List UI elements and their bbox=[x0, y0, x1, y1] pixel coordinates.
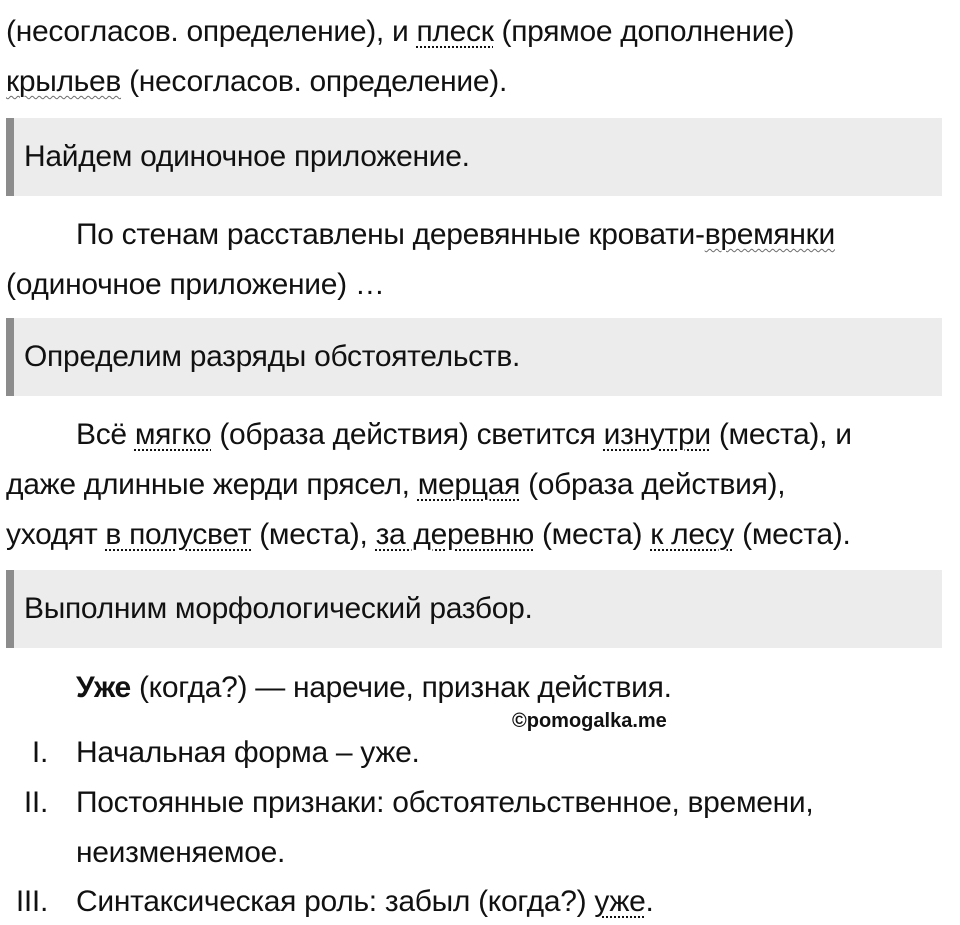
text-segment: (образа действия), bbox=[520, 468, 786, 501]
text-segment: (места), и bbox=[710, 418, 852, 451]
text-segment: Начальная форма – уже. bbox=[76, 736, 420, 769]
text-segment: Синтаксическая роль: забыл (когда?) bbox=[76, 885, 595, 918]
text-segment: (несогласов. определение). bbox=[121, 65, 507, 98]
section-heading: Найдем одиночное приложение. bbox=[24, 140, 470, 173]
text-line-7 bbox=[6, 515, 850, 555]
text-segment: (одиночное приложение) … bbox=[6, 268, 385, 301]
section-heading-band bbox=[6, 570, 942, 648]
text-line-6 bbox=[6, 465, 785, 505]
list-item-text bbox=[76, 733, 420, 773]
list-item-text bbox=[76, 783, 813, 823]
list-numeral: III. bbox=[15, 885, 48, 918]
text-segment: (когда?) — наречие, признак действия. bbox=[130, 671, 672, 704]
underlined-phrase: в полусвет bbox=[105, 518, 252, 551]
text-segment: (места). bbox=[734, 518, 851, 551]
text-line-8 bbox=[76, 668, 672, 708]
underlined-word: мягко bbox=[134, 418, 212, 451]
spellcheck-word: времянки bbox=[704, 218, 835, 251]
list-item-text bbox=[76, 882, 654, 922]
text-line-2 bbox=[6, 62, 507, 102]
list-item-text-continued bbox=[76, 833, 285, 873]
section-heading: Выполним морфологический разбор. bbox=[24, 592, 533, 625]
underlined-word: мерцая bbox=[417, 468, 521, 501]
text-segment: (несогласов. определение), и bbox=[6, 15, 417, 48]
text-line-5 bbox=[76, 415, 852, 455]
underlined-word: плеск bbox=[416, 15, 494, 48]
text-segment: (места), bbox=[251, 518, 376, 551]
text-segment: Постоянные признаки: обстоятельственное, времени, bbox=[76, 786, 814, 819]
bold-word: Уже bbox=[76, 671, 131, 704]
text-segment: (прямое дополнение) bbox=[493, 15, 795, 48]
section-heading: Определим разряды обстоятельств. bbox=[24, 340, 520, 373]
text-line-1 bbox=[6, 12, 794, 52]
text-segment: неизменяемое. bbox=[76, 836, 286, 869]
list-numeral: II. bbox=[23, 786, 48, 819]
text-segment: (образа действия) светится bbox=[211, 418, 604, 451]
underlined-word: изнутри bbox=[603, 418, 711, 451]
text-segment: даже длинные жерди прясел, bbox=[6, 468, 418, 501]
text-segment: уходят bbox=[6, 518, 106, 551]
section-heading-band bbox=[6, 118, 942, 196]
text-segment: . bbox=[645, 885, 654, 918]
watermark: ©pomogalka.me bbox=[512, 710, 667, 732]
underlined-word: уже bbox=[594, 885, 646, 918]
text-segment: Всё bbox=[76, 418, 135, 451]
section-heading-band bbox=[6, 318, 942, 396]
list-numeral: I. bbox=[31, 736, 48, 769]
text-segment: По стенам расставлены деревянные кровати- bbox=[76, 218, 705, 251]
text-segment: (места) bbox=[533, 518, 651, 551]
underlined-phrase: к лесу bbox=[650, 518, 735, 551]
text-line-4 bbox=[6, 265, 385, 305]
spellcheck-word: крыльев bbox=[6, 65, 122, 98]
text-line-3 bbox=[76, 215, 835, 255]
underlined-phrase: за деревню bbox=[375, 518, 534, 551]
